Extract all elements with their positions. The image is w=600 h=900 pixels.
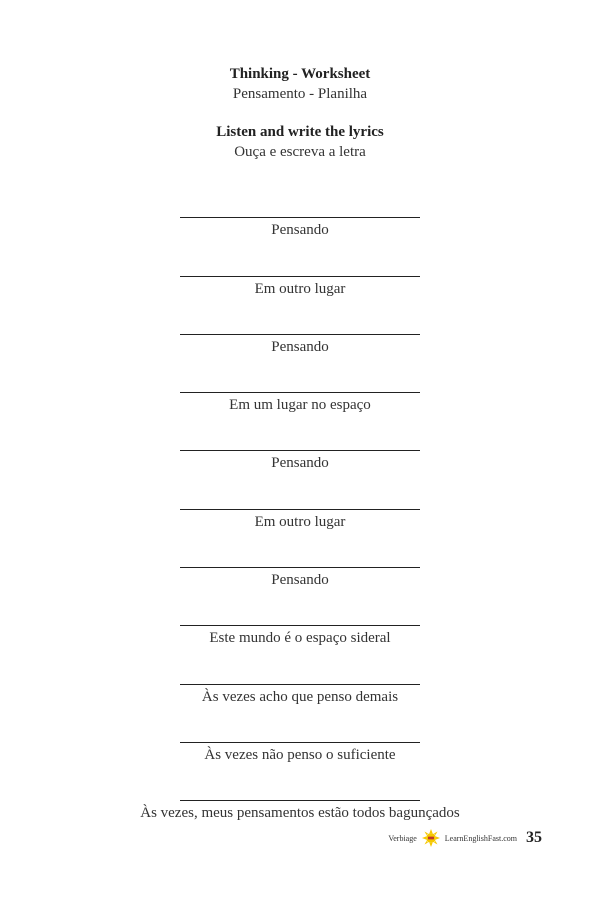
footer-brand: Verbiage: [388, 833, 417, 843]
instruction-heading: Listen and write the lyrics: [216, 124, 384, 140]
lyric-line: Às vezes acho que penso demais: [201, 689, 399, 705]
page-footer: [388, 829, 542, 847]
worksheet-title-translation: Pensamento - Planilha: [232, 86, 368, 102]
lyric-line: Este mundo é o espaço sideral: [209, 630, 391, 646]
writing-line: [180, 276, 420, 277]
worksheet-title: Thinking - Worksheet: [229, 66, 371, 82]
lyric-line: Em um lugar no espaço: [229, 397, 371, 413]
writing-line: [180, 217, 420, 218]
lyric-line: Às vezes, meus pensamentos estão todos bagunçados: [140, 805, 460, 821]
writing-line: [180, 509, 420, 510]
instruction-translation: Ouça e escreva a letra: [234, 144, 366, 160]
lyric-line: Às vezes não penso o suficiente: [204, 747, 396, 763]
writing-line: [180, 334, 420, 335]
lyric-line: Pensando: [271, 222, 329, 238]
sun-logo-icon: [422, 829, 440, 847]
writing-line: [180, 392, 420, 393]
writing-line: [180, 742, 420, 743]
lyric-line: Pensando: [271, 455, 329, 471]
footer-site: LearnEnglishFast.com: [444, 833, 517, 843]
lyric-line: Pensando: [271, 339, 329, 355]
writing-line: [180, 450, 420, 451]
lyric-line: Em outro lugar: [254, 281, 346, 297]
page-number: 35: [526, 829, 542, 846]
lyric-line: Em outro lugar: [254, 514, 346, 530]
writing-line: [180, 625, 420, 626]
writing-line: [180, 567, 420, 568]
writing-line: [180, 684, 420, 685]
writing-line: [180, 800, 420, 801]
lyric-line: Pensando: [271, 572, 329, 588]
